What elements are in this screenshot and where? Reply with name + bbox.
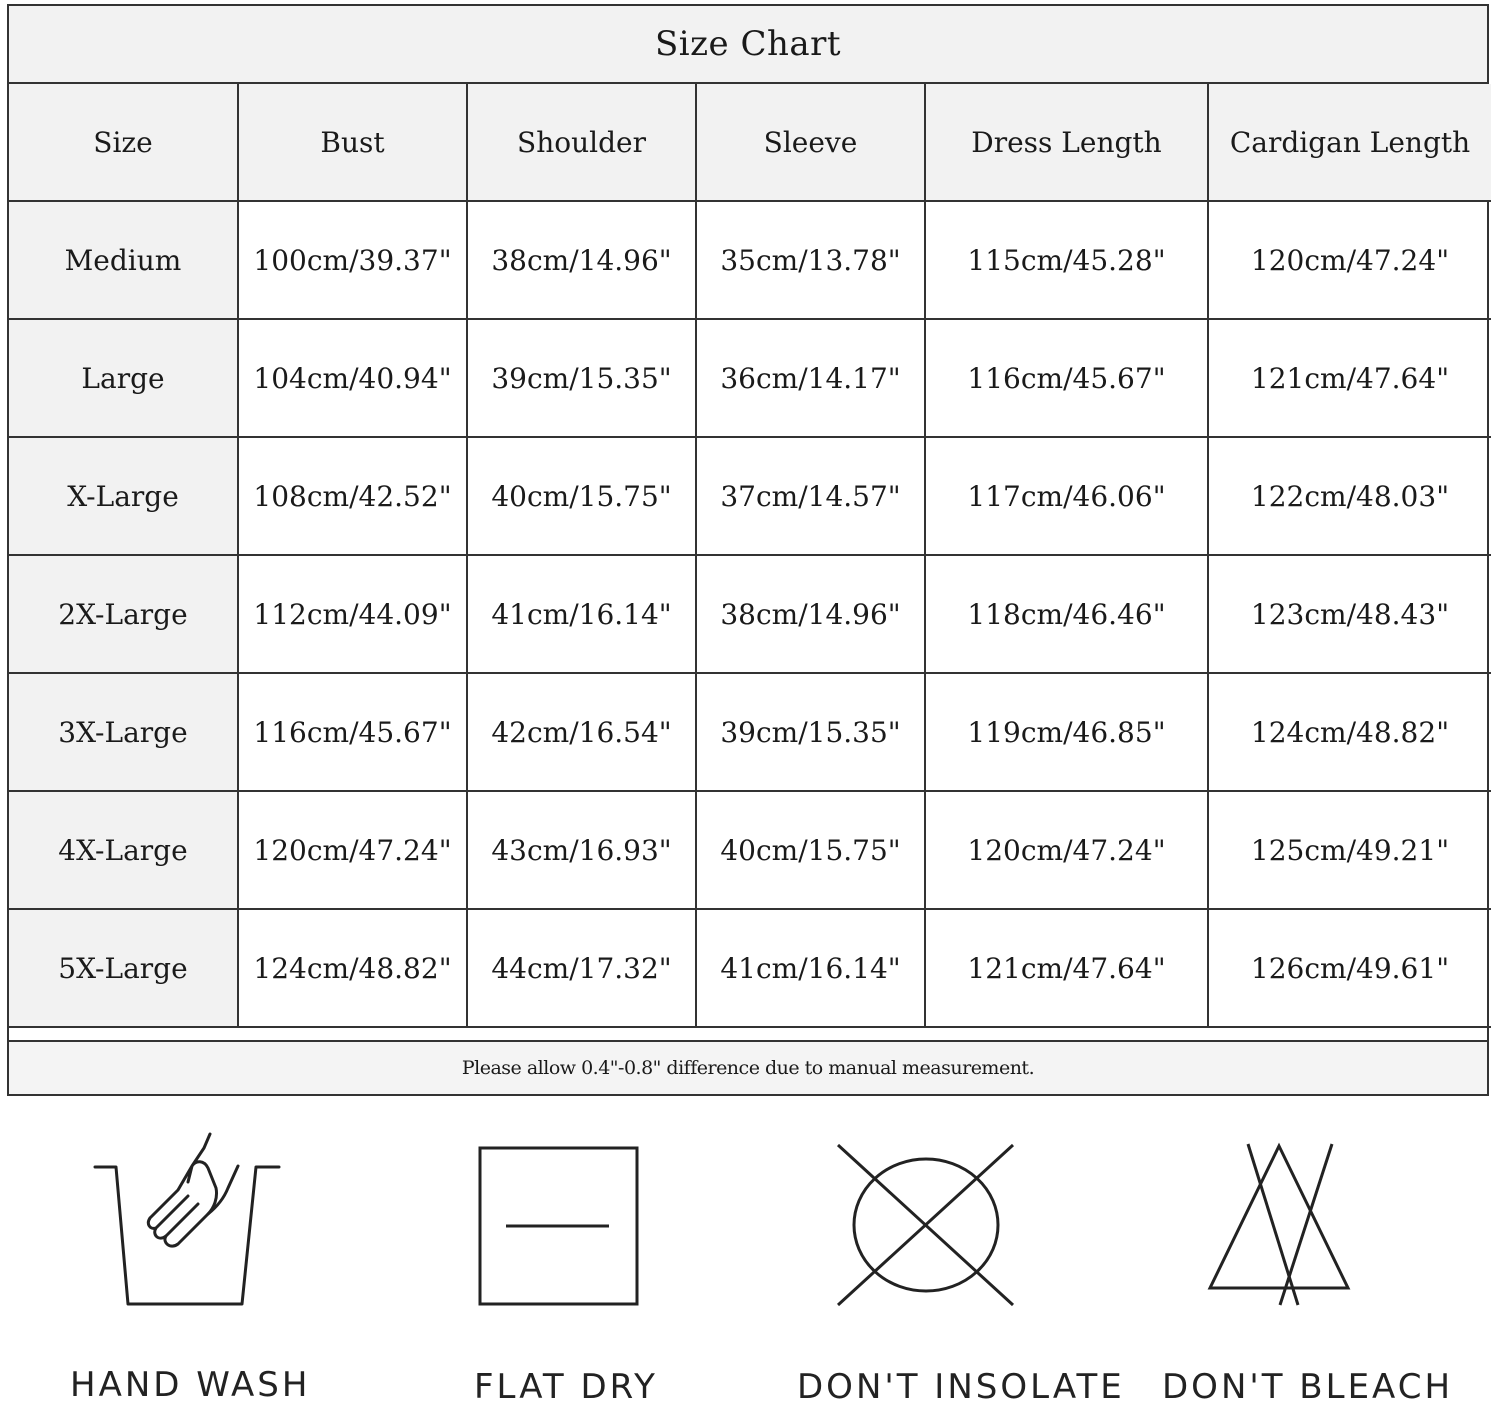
care-label-flat-dry: FLAT DRY	[474, 1367, 658, 1407]
column-header-size: Size	[9, 84, 238, 201]
size-cell: Medium	[9, 201, 238, 319]
bust-cell: 120cm/47.24"	[238, 791, 467, 909]
dress-length-cell: 115cm/45.28"	[925, 201, 1208, 319]
size-cell: 4X-Large	[9, 791, 238, 909]
bust-cell: 108cm/42.52"	[238, 437, 467, 555]
table-row	[9, 437, 1491, 555]
bust-cell: 100cm/39.37"	[238, 201, 467, 319]
cardigan-length-cell: 122cm/48.03"	[1208, 437, 1491, 555]
bust-cell: 116cm/45.67"	[238, 673, 467, 791]
cardigan-length-cell: 121cm/47.64"	[1208, 319, 1491, 437]
care-instructions	[0, 1110, 1500, 1407]
cardigan-length-cell: 120cm/47.24"	[1208, 201, 1491, 319]
size-cell: X-Large	[9, 437, 238, 555]
dress-length-cell: 121cm/47.64"	[925, 909, 1208, 1027]
sleeve-cell: 41cm/16.14"	[696, 909, 925, 1027]
column-header-cardigan-length: Cardigan Length	[1208, 84, 1491, 201]
care-label-dont-bleach: DON'T BLEACH	[1162, 1367, 1454, 1407]
table-row	[9, 201, 1491, 319]
sleeve-cell: 38cm/14.96"	[696, 555, 925, 673]
flat-dry-icon	[478, 1146, 640, 1308]
hand-wash-icon	[92, 1130, 282, 1310]
cardigan-length-cell: 125cm/49.21"	[1208, 791, 1491, 909]
sleeve-cell: 36cm/14.17"	[696, 319, 925, 437]
cardigan-length-cell: 123cm/48.43"	[1208, 555, 1491, 673]
bust-cell: 104cm/40.94"	[238, 319, 467, 437]
dress-length-cell: 118cm/46.46"	[925, 555, 1208, 673]
table-row	[9, 791, 1491, 909]
table-row	[9, 555, 1491, 673]
column-header-sleeve: Sleeve	[696, 84, 925, 201]
cardigan-length-cell: 124cm/48.82"	[1208, 673, 1491, 791]
shoulder-cell: 38cm/14.96"	[467, 201, 696, 319]
table-row	[9, 909, 1491, 1027]
sleeve-cell: 39cm/15.35"	[696, 673, 925, 791]
sleeve-cell: 40cm/15.75"	[696, 791, 925, 909]
header-row	[9, 84, 1491, 201]
dress-length-cell: 119cm/46.85"	[925, 673, 1208, 791]
care-item-hand-wash	[70, 1110, 310, 1403]
column-header-shoulder: Shoulder	[467, 84, 696, 201]
dont-insolate-icon	[835, 1142, 1017, 1308]
sleeve-cell: 37cm/14.57"	[696, 437, 925, 555]
size-cell: 2X-Large	[9, 555, 238, 673]
table-row	[9, 319, 1491, 437]
shoulder-cell: 43cm/16.93"	[467, 791, 696, 909]
dress-length-cell: 117cm/46.06"	[925, 437, 1208, 555]
dress-length-cell: 120cm/47.24"	[925, 791, 1208, 909]
size-chart	[7, 4, 1489, 1096]
shoulder-cell: 42cm/16.54"	[467, 673, 696, 791]
care-label-hand-wash: HAND WASH	[70, 1365, 311, 1405]
sleeve-cell: 35cm/13.78"	[696, 201, 925, 319]
care-label-dont-insolate: DON'T INSOLATE	[797, 1367, 1125, 1407]
column-header-bust: Bust	[238, 84, 467, 201]
table-row	[9, 673, 1491, 791]
size-chart-title: Size Chart	[9, 6, 1487, 84]
care-item-flat-dry	[470, 1110, 670, 1407]
dont-bleach-icon	[1206, 1142, 1352, 1308]
bust-cell: 124cm/48.82"	[238, 909, 467, 1027]
column-header-dress-length: Dress Length	[925, 84, 1208, 201]
measurement-note: Please allow 0.4"-0.8" difference due to manual measurement.	[9, 1040, 1487, 1094]
shoulder-cell: 40cm/15.75"	[467, 437, 696, 555]
shoulder-cell: 41cm/16.14"	[467, 555, 696, 673]
shoulder-cell: 44cm/17.32"	[467, 909, 696, 1027]
size-cell: Large	[9, 319, 238, 437]
care-item-dont-bleach	[1160, 1110, 1454, 1407]
size-table	[9, 84, 1491, 1028]
size-cell: 3X-Large	[9, 673, 238, 791]
cardigan-length-cell: 126cm/49.61"	[1208, 909, 1491, 1027]
shoulder-cell: 39cm/15.35"	[467, 319, 696, 437]
size-cell: 5X-Large	[9, 909, 238, 1027]
bust-cell: 112cm/44.09"	[238, 555, 467, 673]
care-item-dont-insolate	[795, 1110, 1125, 1407]
dress-length-cell: 116cm/45.67"	[925, 319, 1208, 437]
